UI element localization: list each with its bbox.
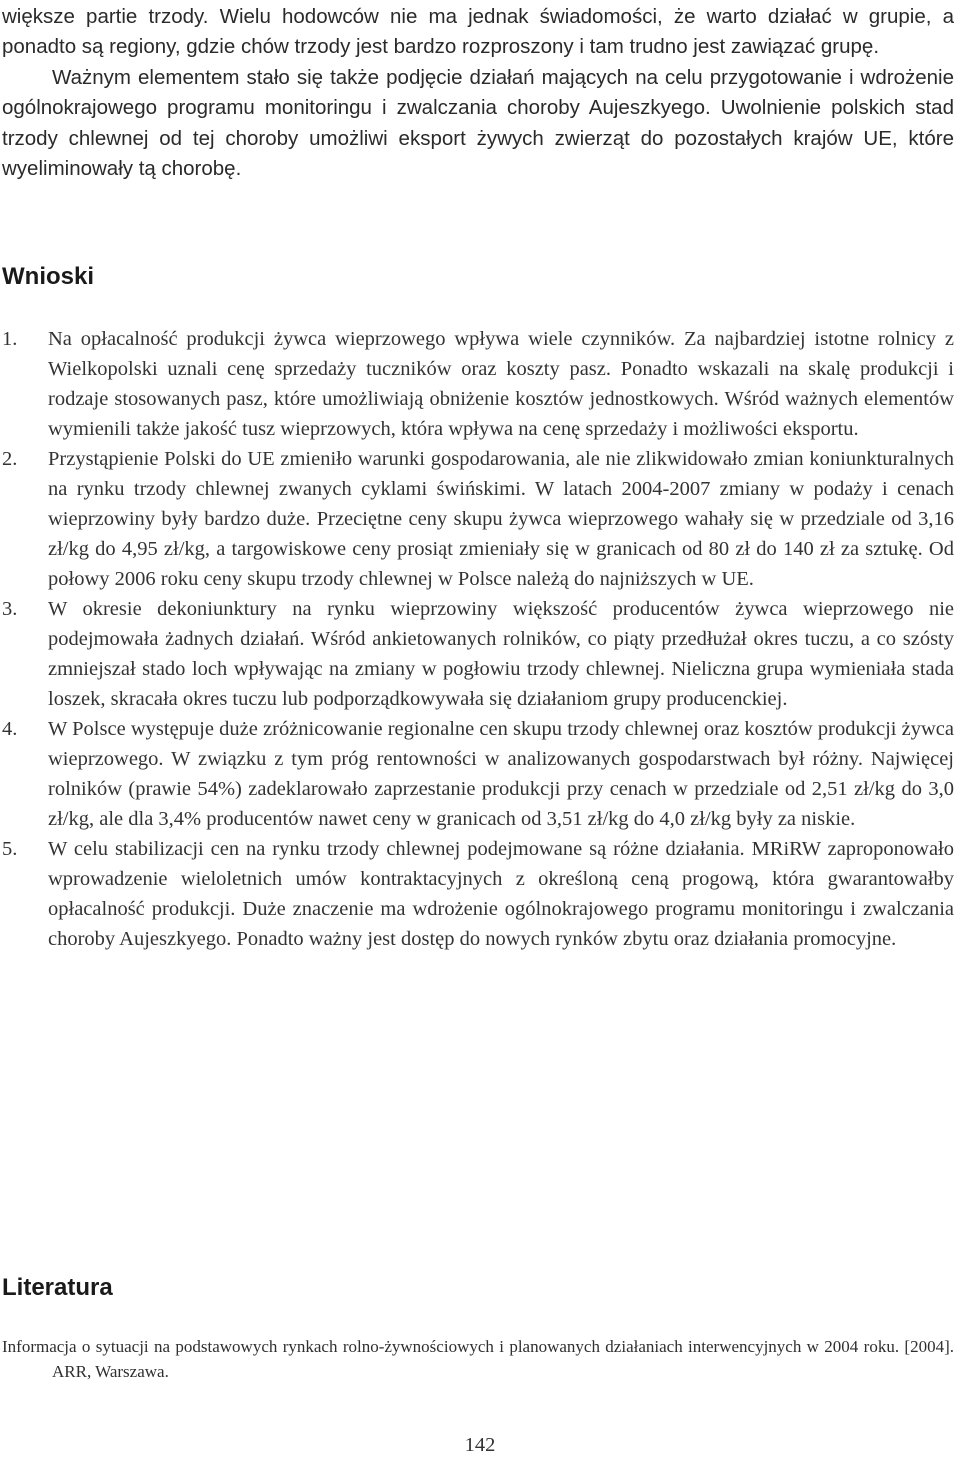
conclusion-text: W celu stabilizacji cen na rynku trzody chlewnej podejmowane są różne działania. MRiRW zaproponowało wprowadzenie wieloletnich umów kontraktacyjnych z określoną ceną progową, która gwarantowałby opłacalność produkcji. Duże znaczenie ma wdrożenie ogólnokrajowego programu monitoringu i zwalczania choroby Aujeszkyego. Ponadto ważny jest dostęp do nowych rynków zbytu oraz działania promocyjne. — [48, 838, 954, 950]
section-heading-conclusions: Wnioski — [2, 263, 95, 290]
intro-paragraph: Ważnym elementem stało się także podjęcie działań mających na celu przygotowanie i wdrożenie ogólnokrajowego programu monitoringu i zwalczania choroby Aujeszkyego. Uwolnienie polskich stad trzody chlewnej od tej choroby umożliwi eksport żywych zwierząt do pozostałych krajów UE, które wyeliminowały tą chorobę. — [2, 65, 954, 181]
conclusion-item — [2, 714, 954, 834]
conclusion-number: 2. — [2, 448, 18, 470]
conclusion-item — [2, 594, 954, 714]
intro-paragraph: większe partie trzody. Wielu hodowców nie ma jednak świadomości, że warto działać w grupie, a ponadto są regiony, gdzie chów trzody jest bardzo rozproszony i tam trudno jest zawiązać grupę. — [2, 5, 954, 59]
conclusion-text: Na opłacalność produkcji żywca wieprzowego wpływa wiele czynników. Za najbardziej istotne rolnicy z Wielkopolski uznali cenę sprzedaży tuczników oraz koszty pasz. Ponadto wskazali na skalę produkcji i rodzaje stosowanych pasz, które umożliwiają obniżenie kosztów jednostkowych. Wśród ważnych elementów wymienili także jakość tusz wieprzowych, która wpływa na cenę sprzedaży i możliwości eksportu. — [48, 328, 954, 440]
conclusion-item — [2, 834, 954, 954]
conclusion-item — [2, 324, 954, 444]
intro-section — [2, 2, 954, 184]
conclusions-list — [2, 324, 954, 954]
page-number: 142 — [464, 1434, 496, 1456]
conclusion-number: 4. — [2, 718, 18, 740]
conclusion-number: 3. — [2, 598, 18, 620]
conclusion-item — [2, 444, 954, 594]
conclusion-text: Przystąpienie Polski do UE zmieniło warunki gospodarowania, ale nie zlikwidowało zmian koniunkturalnych na rynku trzody chlewnej zwanych cyklami świńskimi. W latach 2004-2007 zmiany w podaży i cenach wieprzowiny były bardzo duże. Przeciętne ceny skupu żywca wieprzowego wahały się w przedziale od 3,16 zł/kg do 4,95 zł/kg, a targowiskowe ceny prosiąt zmieniały się w granicach od 80 zł do 140 zł za sztukę. Od połowy 2006 roku ceny skupu trzody chlewnej w Polsce należą do najniższych w UE. — [48, 448, 954, 590]
section-heading-literature: Literatura — [2, 1274, 113, 1301]
conclusion-number: 1. — [2, 328, 18, 350]
conclusion-text: W okresie dekoniunktury na rynku wieprzowiny większość producentów żywca wieprzowego nie podejmowała żadnych działań. Wśród ankietowanych rolników, co piąty przedłużał okres tuczu, a co szósty zmniejszał stado loch wpływając na zmiany w pogłowiu trzody chlewnej. Nieliczna grupa wymieniała stada loszek, skracała okres tuczu lub podporządkowywała się działaniom grupy producenckiej. — [48, 598, 954, 710]
conclusion-text: W Polsce występuje duże zróżnicowanie regionalne cen skupu trzody chlewnej oraz kosztów produkcji żywca wieprzowego. W związku z tym próg rentowności w analizowanych gospodarstwach był różny. Najwięcej rolników (prawie 54%) zadeklarowało zaprzestanie produkcji przy cenach w przedziale od 2,51 zł/kg do 3,0 zł/kg, ale dla 3,4% producentów nawet ceny w granicach od 3,51 zł/kg do 4,0 zł/kg były za niskie. — [48, 718, 954, 830]
conclusion-number: 5. — [2, 838, 18, 860]
reference-entry: Informacja o sytuacji na podstawowych rynkach rolno-żywnościowych i planowanych działaniach interwencyjnych w 2004 roku. [2004]. ARR, Warszawa. — [2, 1337, 954, 1381]
